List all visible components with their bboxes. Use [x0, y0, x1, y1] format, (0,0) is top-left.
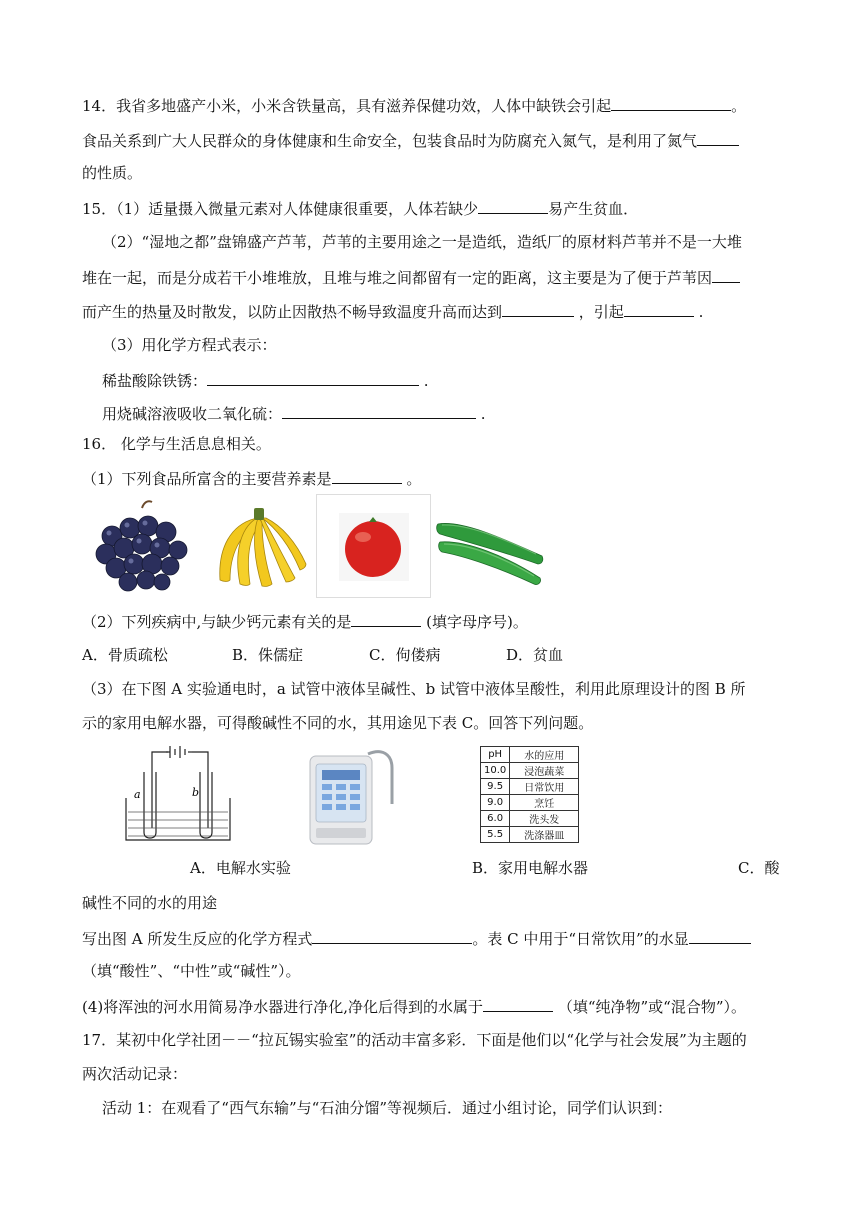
- table-header-cell: pH: [481, 747, 510, 763]
- bananas-illustration: [200, 494, 314, 598]
- bananas-image: [200, 494, 314, 598]
- answer-blank[interactable]: [689, 927, 751, 944]
- table-cell: 浸泡蔬菜: [510, 763, 579, 779]
- q15-part2-line2: 堆在一起，而是分成若干小堆堆放，且堆与堆之间都留有一定的距离，这主要是为了便于芦苇因: [82, 266, 740, 288]
- table-row: [481, 763, 579, 779]
- q16-part4: (4)将浑浊的河水用简易净水器进行净化,净化后得到的水属于 （填“纯净物”或“混合物”）。: [82, 995, 746, 1017]
- table-cell: 6.0: [481, 811, 510, 827]
- ph-usage-table-figure: [480, 746, 590, 846]
- table-cell: 洗涤器皿: [510, 827, 579, 843]
- table-header-row: [481, 747, 579, 763]
- q16-part3-answer-line2: （填“酸性”、“中性”或“碱性”）。: [82, 962, 301, 980]
- cucumbers-image: [432, 494, 550, 598]
- caption-c: C．酸: [738, 859, 780, 877]
- q14-line3: 的性质。: [82, 164, 143, 182]
- table-row: [481, 827, 579, 843]
- option-a[interactable]: A．骨质疏松: [82, 646, 168, 664]
- q16-part2: （2）下列疾病中,与缺少钙元素有关的是 (填字母序号)。: [82, 610, 528, 632]
- tomato-illustration: [317, 495, 430, 597]
- caption-c-continued: 碱性不同的水的用途: [82, 894, 218, 912]
- q16-part3-line2: 示的家用电解水器，可得酸碱性不同的水，其用途见下表 C。回答下列问题。: [82, 714, 594, 732]
- cucumbers-illustration: [432, 494, 550, 598]
- q16-title: 16． 化学与生活息息相关。: [82, 435, 271, 453]
- answer-blank[interactable]: [611, 94, 731, 111]
- q16-options: [82, 645, 563, 665]
- answer-blank[interactable]: [207, 369, 419, 386]
- answer-blank[interactable]: [312, 927, 472, 944]
- electrolysis-diagram: [122, 742, 236, 846]
- table-cell: 洗头发: [510, 811, 579, 827]
- tube-a-label: a: [134, 788, 141, 801]
- table-header-cell: 水的应用: [510, 747, 579, 763]
- table-cell: 5.5: [481, 827, 510, 843]
- table-cell: 10.0: [481, 763, 510, 779]
- q15-part1: 15．（1）适量摄入微量元素对人体健康很重要，人体若缺少 易产生贫血．: [82, 197, 638, 219]
- table-cell: 烹饪: [510, 795, 579, 811]
- option-c[interactable]: C．佝偻病: [369, 646, 441, 664]
- tomato-image: [316, 494, 431, 598]
- answer-blank[interactable]: [697, 129, 739, 146]
- table-row: [481, 795, 579, 811]
- q16-part3-line1: （3）在下图 A 实验通电时，a 试管中液体呈碱性、b 试管中液体呈酸性，利用此原理设计的图 B 所: [82, 680, 746, 698]
- ph-usage-table: [480, 746, 579, 843]
- electrolysis-figure: [122, 742, 236, 846]
- table-row: [481, 811, 579, 827]
- grapes-image: [82, 494, 199, 598]
- table-cell: 9.5: [481, 779, 510, 795]
- answer-blank[interactable]: [332, 467, 402, 484]
- answer-blank[interactable]: [282, 402, 476, 419]
- answer-blank[interactable]: [624, 300, 694, 317]
- q14-line1: 14．我省多地盛产小米，小米含铁量高，具有滋养保健功效，人体中缺铁会引起 。: [82, 94, 746, 116]
- q15-part3-a: 稀盐酸除铁锈： .: [102, 369, 429, 391]
- q14-line2: 食品关系到广大人民群众的身体健康和生命安全，包装食品时为防腐充入氮气，是利用了氮气: [82, 129, 739, 151]
- caption-a: A．电解水实验: [190, 859, 291, 877]
- tube-b-label: b: [192, 786, 200, 799]
- q15-part3: （3）用化学方程式表示：: [102, 336, 277, 354]
- q17-line1: 17．某初中化学社团－－“拉瓦锡实验室”的活动丰富多彩．下面是他们以“化学与社会发展”为主题的: [82, 1031, 747, 1049]
- q15-part3-b: 用烧碱溶液吸收二氧化硫： .: [102, 402, 486, 424]
- answer-blank[interactable]: [351, 610, 421, 627]
- q16-part3-answer-line1: 写出图 A 所发生反应的化学方程式 。表 C 中用于“日常饮用”的水显: [82, 927, 751, 949]
- answer-blank[interactable]: [478, 197, 548, 214]
- q17-line3: 活动 1：在观看了“西气东输”与“石油分馏”等视频后．通过小组讨论，同学们认识到：: [102, 1099, 672, 1117]
- grapes-illustration: [82, 494, 199, 598]
- q17-line2: 两次活动记录：: [82, 1065, 188, 1083]
- option-b[interactable]: B．侏儒症: [232, 646, 304, 664]
- water-ionizer-figure: [302, 744, 398, 846]
- answer-blank[interactable]: [502, 300, 574, 317]
- table-cell: 日常饮用: [510, 779, 579, 795]
- answer-blank[interactable]: [712, 266, 740, 283]
- table-row: [481, 779, 579, 795]
- option-d[interactable]: D．贫血: [506, 646, 564, 664]
- water-ionizer-illustration: [302, 744, 398, 846]
- q15-part2-line1: （2）“湿地之都”盘锦盛产芦苇，芦苇的主要用途之一是造纸，造纸厂的原材料芦苇并不是一大堆: [102, 233, 742, 251]
- table-cell: 9.0: [481, 795, 510, 811]
- caption-b: B．家用电解水器: [472, 859, 589, 877]
- q15-part2-line3: 而产生的热量及时散发，以防止因散热不畅导致温度升高而达到 ，引起 .: [82, 300, 703, 322]
- answer-blank[interactable]: [483, 995, 553, 1012]
- q16-part1: （1）下列食品所富含的主要营养素是 。: [82, 467, 421, 489]
